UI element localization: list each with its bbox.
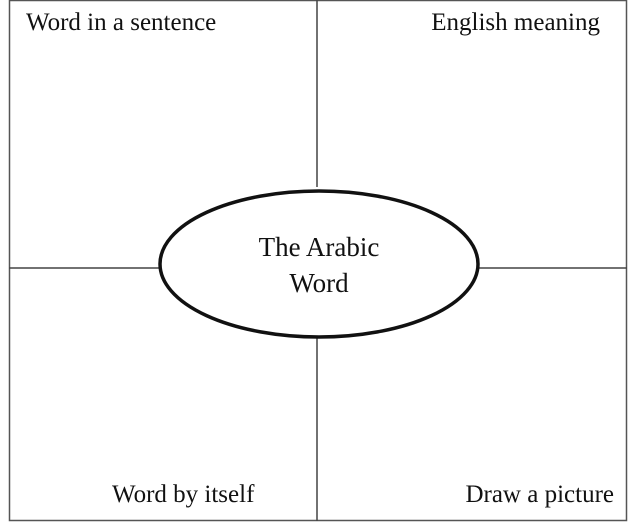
quadrant-label-word-by-itself: Word by itself [112, 481, 255, 508]
center-word-label [160, 229, 478, 301]
quadrant-label-word-in-sentence: Word in a sentence [26, 9, 217, 36]
quadrant-label-draw-picture: Draw a picture [465, 481, 614, 508]
center-word-line-1: The Arabic [258, 232, 380, 262]
quadrant-label-english-meaning: English meaning [431, 9, 600, 36]
center-word-line-2: Word [289, 268, 349, 298]
